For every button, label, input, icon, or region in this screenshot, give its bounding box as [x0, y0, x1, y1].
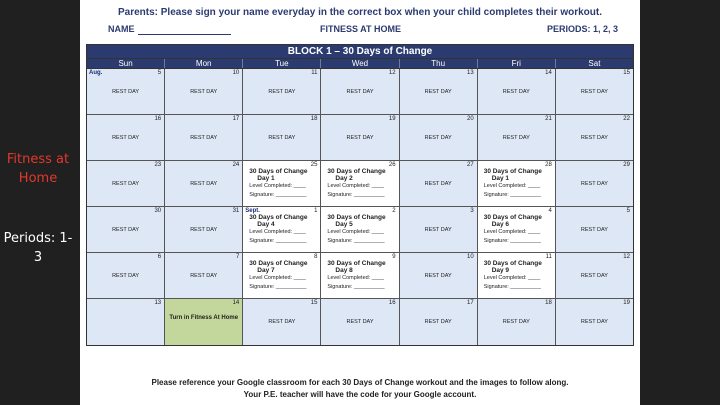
rest-day-label: REST DAY — [112, 273, 140, 279]
day-number: 6 — [157, 254, 162, 260]
workout-title: 30 Days of Change — [483, 214, 542, 221]
workout-day: Day 1 — [491, 175, 510, 182]
workout-day: Day 1 — [257, 175, 275, 182]
day-number: 10 — [467, 254, 474, 260]
day-number: 2 — [392, 208, 396, 214]
rest-day-label: REST DAY — [424, 89, 452, 95]
workout-day: Day 5 — [335, 221, 353, 228]
day-cell[interactable] — [478, 253, 556, 298]
workout-entry — [327, 214, 395, 246]
parents-note: Parents: Please sign your name everyday in the correct box when your child completes their workout. — [117, 7, 603, 18]
day-number: 15 — [623, 70, 630, 76]
workout-day: Day 9 — [491, 267, 510, 274]
rest-day-label: REST DAY — [190, 135, 218, 141]
rest-day-label: REST DAY — [502, 89, 530, 95]
day-cell[interactable] — [400, 69, 478, 114]
day-cell[interactable] — [556, 69, 633, 114]
rest-day-label: REST DAY — [580, 181, 608, 187]
signature-field[interactable]: Signature: __________ — [483, 192, 541, 198]
day-number: 4 — [548, 208, 552, 214]
rest-day-label: REST DAY — [502, 135, 530, 141]
workout-day: Day 2 — [335, 175, 353, 182]
workout-entry — [249, 168, 317, 200]
rest-day-label: REST DAY — [580, 273, 608, 279]
day-number: 12 — [388, 70, 396, 76]
day-number: 22 — [623, 116, 630, 122]
day-cell[interactable] — [400, 253, 478, 298]
weekday-mon: Mon — [165, 59, 243, 68]
rest-day-label: REST DAY — [346, 135, 374, 141]
day-number: 7 — [235, 254, 240, 260]
day-number: 27 — [467, 162, 474, 168]
calendar-week — [87, 115, 633, 161]
rest-day-label: REST DAY — [112, 89, 140, 95]
rest-day-label: REST DAY — [190, 273, 218, 279]
day-number: 18 — [545, 300, 552, 306]
rest-day-label: REST DAY — [268, 319, 296, 325]
rest-day-label: REST DAY — [580, 89, 608, 95]
day-number: 5 — [157, 70, 162, 76]
rest-day-label: REST DAY — [268, 135, 296, 141]
workout-day: Day 4 — [257, 221, 275, 228]
day-cell[interactable] — [556, 115, 633, 160]
day-number: 23 — [154, 162, 162, 168]
rest-day-label: REST DAY — [346, 319, 374, 325]
day-cell[interactable] — [478, 69, 556, 114]
workout-entry — [484, 214, 552, 246]
day-cell[interactable] — [243, 69, 321, 114]
rest-day-label: REST DAY — [112, 181, 140, 187]
day-cell[interactable] — [165, 207, 243, 252]
day-cell[interactable] — [321, 207, 399, 252]
signature-field[interactable]: Signature: __________ — [249, 192, 307, 198]
periods-label: PERIODS: 1, 2, 3 — [547, 24, 619, 34]
workout-title: 30 Days of Change — [249, 214, 308, 221]
signature-field[interactable]: Signature: __________ — [327, 284, 385, 290]
day-number: 19 — [388, 116, 396, 122]
day-cell[interactable] — [556, 253, 633, 298]
day-cell[interactable] — [165, 115, 243, 160]
day-number: 15 — [310, 300, 318, 306]
fitness-label: FITNESS AT HOME — [320, 24, 401, 34]
day-number: 29 — [623, 162, 630, 168]
level-completed-field[interactable]: Level Completed: ____ — [483, 275, 541, 281]
day-cell[interactable] — [400, 161, 478, 206]
weekday-sat: Sat — [588, 59, 601, 68]
workout-day: Day 6 — [491, 221, 510, 228]
day-number: 3 — [470, 208, 474, 214]
day-number: 11 — [545, 254, 552, 260]
day-cell[interactable] — [321, 115, 399, 160]
signature-field[interactable]: Signature: __________ — [249, 238, 307, 244]
workout-entry — [484, 168, 552, 200]
rest-day-label: REST DAY — [424, 227, 452, 233]
workout-title: 30 Days of Change — [327, 260, 386, 267]
calendar-week — [87, 69, 633, 115]
level-completed-field[interactable]: Level Completed: ____ — [483, 183, 541, 189]
name-label: NAME — [108, 24, 135, 34]
day-number: 21 — [545, 116, 552, 122]
calendar-title: BLOCK 1 – 30 Days of Change — [87, 45, 633, 59]
day-number: 17 — [232, 116, 240, 122]
day-number: 14 — [232, 300, 240, 306]
day-cell[interactable] — [243, 115, 321, 160]
day-cell[interactable] — [87, 115, 165, 160]
rest-day-label: REST DAY — [268, 89, 296, 95]
level-completed-field[interactable]: Level Completed: ____ — [249, 275, 306, 281]
day-cell[interactable] — [321, 253, 399, 298]
level-completed-field[interactable]: Level Completed: ____ — [249, 229, 306, 235]
day-cell[interactable] — [400, 299, 478, 345]
day-number: 13 — [154, 300, 162, 306]
day-cell[interactable] — [321, 69, 399, 114]
day-number: 9 — [392, 254, 396, 260]
day-cell[interactable] — [321, 299, 399, 345]
day-cell[interactable] — [243, 207, 321, 252]
day-cell[interactable] — [243, 161, 321, 206]
day-number: 12 — [623, 254, 630, 260]
day-number: 5 — [626, 208, 630, 214]
day-cell[interactable] — [243, 299, 321, 345]
day-cell[interactable] — [165, 69, 243, 114]
weekday-thu: Thu — [400, 59, 478, 68]
day-cell[interactable] — [321, 161, 399, 206]
workout-title: 30 Days of Change — [249, 168, 308, 175]
day-cell[interactable] — [243, 253, 321, 298]
day-number: 18 — [310, 116, 318, 122]
day-number: 30 — [154, 208, 162, 214]
weekday-tue: Tue — [243, 59, 321, 68]
rest-day-label: REST DAY — [190, 227, 218, 233]
level-completed-field[interactable]: Level Completed: ____ — [483, 229, 541, 235]
rest-day-label: REST DAY — [112, 227, 140, 233]
day-number: 20 — [467, 116, 474, 122]
level-completed-field[interactable]: Level Completed: ____ — [327, 183, 384, 189]
side-periods: Periods: 1-3 — [3, 231, 73, 265]
month-label: Sept. — [245, 208, 260, 214]
day-cell[interactable] — [556, 299, 633, 345]
day-number: 16 — [154, 116, 162, 122]
workout-entry — [484, 260, 552, 292]
day-number: 31 — [232, 208, 240, 214]
footer-line-1: Please reference your Google classroom for each 30 Days of Change workout and the images to follow along. — [151, 378, 569, 387]
day-number: 14 — [545, 70, 552, 76]
turn-in-label: Turn in Fitness At Home — [169, 315, 239, 321]
signature-field[interactable]: Signature: __________ — [483, 238, 541, 244]
rest-day-label: REST DAY — [580, 319, 608, 325]
day-number: 24 — [232, 162, 240, 168]
day-cell[interactable] — [165, 299, 243, 345]
workout-entry — [249, 214, 317, 246]
weekday-fri: Fri — [478, 59, 556, 68]
day-cell[interactable] — [478, 161, 556, 206]
workout-day: Day 8 — [335, 267, 353, 274]
day-number: 25 — [310, 162, 318, 168]
footer-line-2: Your P.E. teacher will have the code for your Google account. — [243, 390, 477, 399]
rest-day-label: REST DAY — [424, 135, 452, 141]
rest-day-label: REST DAY — [424, 319, 452, 325]
day-number: 19 — [623, 300, 630, 306]
rest-day-label: REST DAY — [112, 135, 140, 141]
workout-entry — [327, 260, 395, 292]
day-cell[interactable] — [165, 253, 243, 298]
workout-title: 30 Days of Change — [249, 260, 308, 267]
calendar-grid — [86, 44, 634, 346]
month-label: Aug. — [89, 70, 103, 76]
day-cell[interactable] — [87, 299, 165, 345]
workout-day: Day 7 — [257, 267, 275, 274]
day-cell[interactable] — [87, 253, 165, 298]
workout-title: 30 Days of Change — [483, 168, 542, 175]
signature-field[interactable]: Signature: __________ — [483, 284, 541, 290]
rest-day-label: REST DAY — [424, 273, 452, 279]
rest-day-label: REST DAY — [580, 135, 608, 141]
day-cell[interactable] — [400, 115, 478, 160]
rest-day-label: REST DAY — [190, 181, 218, 187]
day-number: 26 — [388, 162, 396, 168]
workout-entry — [249, 260, 317, 292]
day-cell[interactable] — [87, 69, 165, 114]
workout-title: 30 Days of Change — [327, 214, 386, 221]
workout-title: 30 Days of Change — [327, 168, 386, 175]
day-number: 28 — [545, 162, 552, 168]
day-cell[interactable] — [556, 207, 633, 252]
workout-title: 30 Days of Change — [483, 260, 542, 267]
side-title: Fitness at Home — [6, 152, 70, 186]
weekday-header — [87, 59, 633, 69]
day-number: 10 — [232, 70, 240, 76]
calendar-week — [87, 207, 633, 253]
name-line — [138, 34, 231, 35]
signature-field[interactable]: Signature: __________ — [249, 284, 307, 290]
day-cell[interactable] — [478, 207, 556, 252]
day-cell[interactable] — [87, 161, 165, 206]
day-cell[interactable] — [478, 299, 556, 345]
rest-day-label: REST DAY — [502, 319, 530, 325]
rest-day-label: REST DAY — [424, 181, 452, 187]
signature-field[interactable]: Signature: __________ — [327, 192, 385, 198]
day-cell[interactable] — [478, 115, 556, 160]
calendar-week — [87, 253, 633, 299]
day-number: 11 — [311, 70, 318, 76]
level-completed-field[interactable]: Level Completed: ____ — [327, 229, 384, 235]
signature-field[interactable]: Signature: __________ — [327, 238, 385, 244]
day-cell[interactable] — [400, 207, 478, 252]
weekday-wed: Wed — [321, 59, 399, 68]
day-number: 13 — [467, 70, 474, 76]
day-number: 16 — [388, 300, 396, 306]
day-cell[interactable] — [87, 207, 165, 252]
day-cell[interactable] — [556, 161, 633, 206]
workout-entry — [327, 168, 395, 200]
level-completed-field[interactable]: Level Completed: ____ — [249, 183, 306, 189]
calendar-week — [87, 161, 633, 207]
calendar-week — [87, 299, 633, 345]
day-number: 1 — [314, 208, 318, 214]
rest-day-label: REST DAY — [346, 89, 374, 95]
name-row — [80, 24, 640, 38]
day-cell[interactable] — [165, 161, 243, 206]
day-number: 17 — [467, 300, 474, 306]
rest-day-label: REST DAY — [580, 227, 608, 233]
weekday-sun: Sun — [87, 59, 165, 68]
level-completed-field[interactable]: Level Completed: ____ — [327, 275, 384, 281]
calendar-sheet — [80, 0, 640, 405]
rest-day-label: REST DAY — [190, 89, 218, 95]
calendar-weeks — [87, 69, 633, 345]
day-number: 8 — [314, 254, 318, 260]
